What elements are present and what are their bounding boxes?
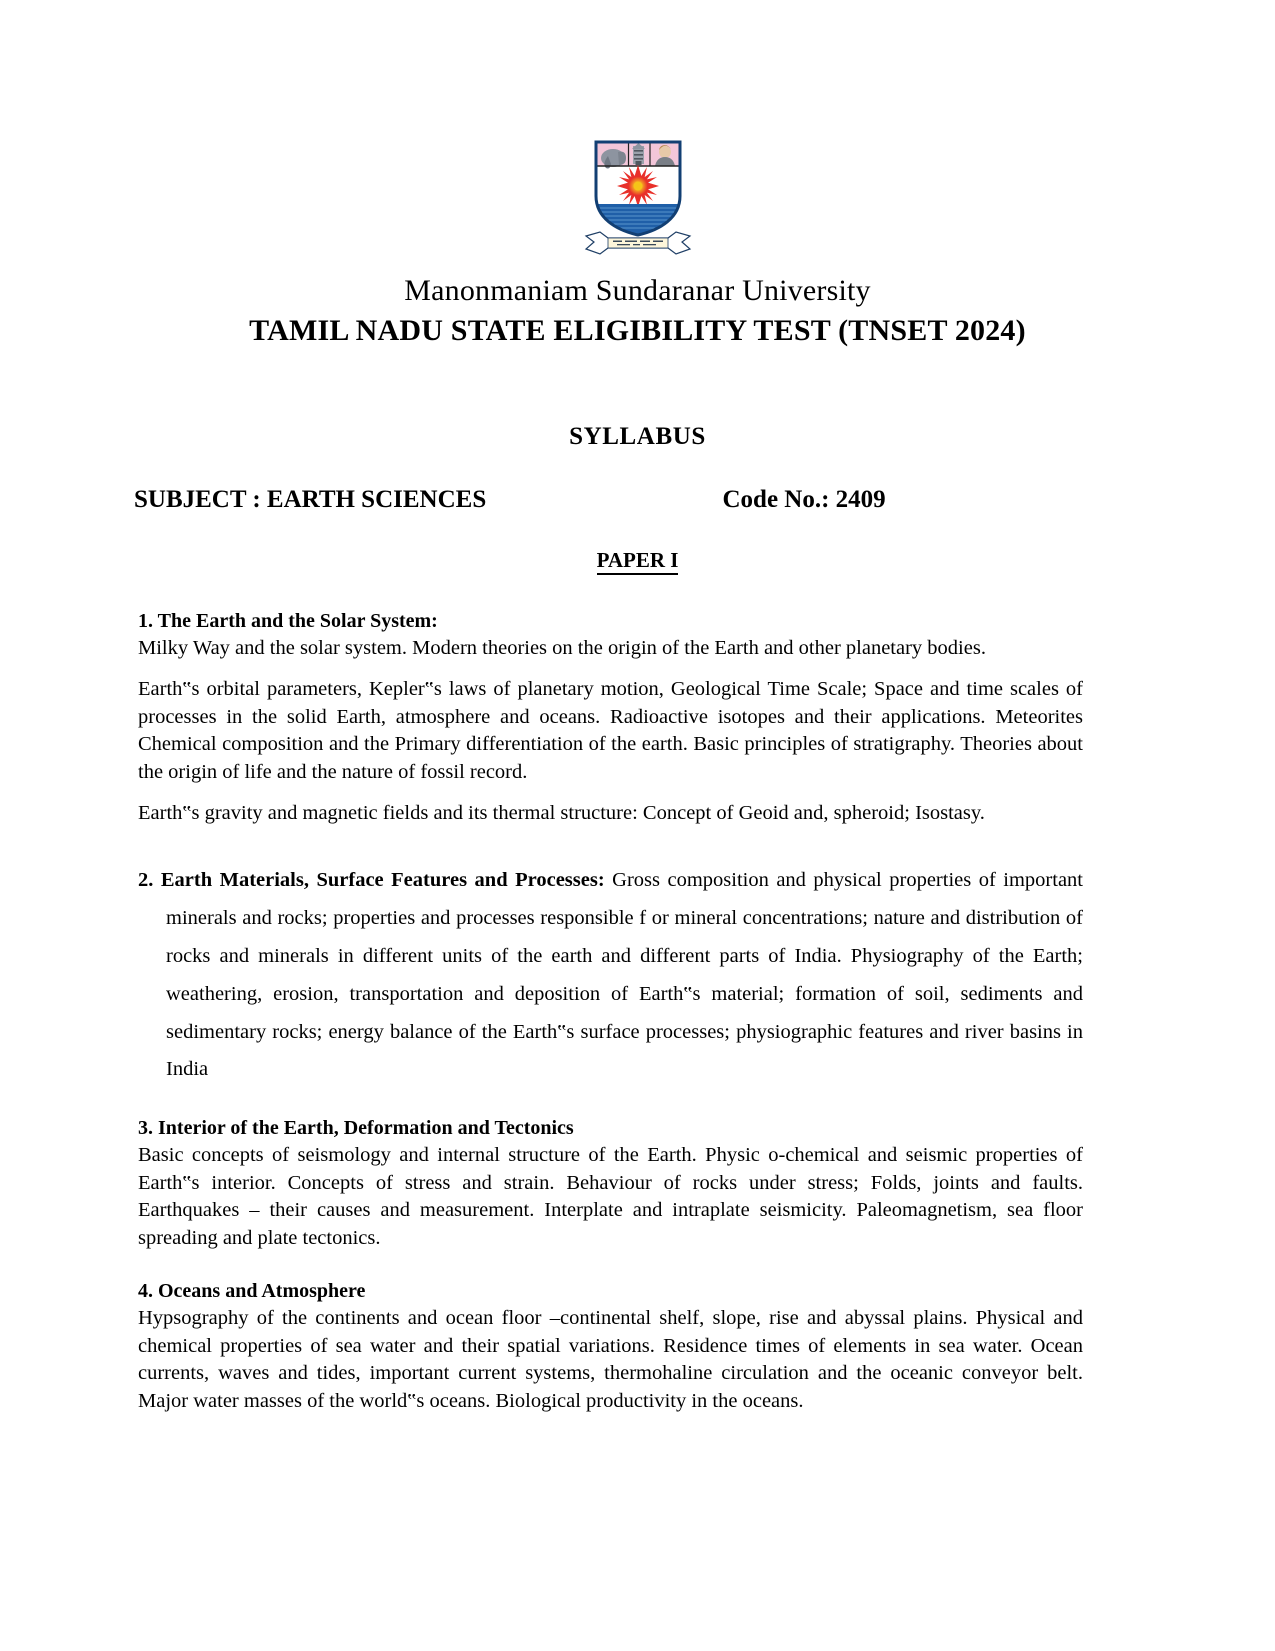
syllabus-heading: SYLLABUS [569, 423, 706, 450]
university-crest-icon [584, 138, 692, 256]
section-1-paragraph-1: Milky Way and the solar system. Modern theories on the origin of the Earth and other planetary bodies. [138, 637, 986, 659]
section-1-paragraph-3: Earth‟s gravity and magnetic fields and its thermal structure: Concept of Geoid and, spheroid; Isostasy. [138, 802, 985, 825]
section-2-paragraph [138, 862, 1083, 1090]
section-2-body-text: Gross composition and physical properties of important minerals and rocks; properties and processes responsible f or mineral concentrations; nature and distribution of rocks and minerals in different units of the earth and different parts of India. Physiography of the Earth; weathering, erosion, transportation and deposition of Earth‟s material; formation of soil, sediments and sedimentary rocks; energy balance of the Earth‟s surface processes; physiographic features and river basins in India [166, 868, 1083, 1081]
section-1 [138, 608, 1083, 828]
syllabus-content [138, 608, 1083, 1415]
subject-and-code-row [134, 486, 1144, 514]
section-4-paragraph-1: Hypsography of the continents and ocean floor –continental shelf, slope, rise and abyssal plains. Physical and chemical properties of sea water and their spatial variations. Residence times of elements in sea water. Ocean currents, waves and tides, important current systems, thermohaline circulation and the oceanic conveyor belt. Major water masses of the world‟s oceans. Biological productivity in the oceans. [138, 1307, 1083, 1412]
subject-code-label: Code No.: 2409 [722, 486, 886, 513]
section-1-heading: 1. The Earth and the Solar System: [138, 610, 438, 632]
section-4 [138, 1278, 1083, 1415]
subject-label: SUBJECT : EARTH SCIENCES [134, 486, 487, 513]
section-2 [138, 862, 1083, 1090]
section-3-heading: 3. Interior of the Earth, Deformation and Tectonics [138, 1117, 574, 1140]
section-1-paragraph-2: Earth‟s orbital parameters, Kepler‟s laws of planetary motion, Geological Time Scale; Space and time scales of processes in the solid Earth, atmosphere and oceans. Radioactive isotopes and their applications. Meteorites Chemical composition and the Primary differentiation of the earth. Basic principles of stratigraphy. Theories about the origin of life and the nature of fossil record. [138, 678, 1083, 783]
exam-title: TAMIL NADU STATE ELIGIBILITY TEST (TNSET 2024) [249, 314, 1026, 347]
section-4-heading: 4. Oceans and Atmosphere [138, 1280, 366, 1303]
university-logo-container [0, 138, 1275, 256]
section-2-heading: 2. Earth Materials, Surface Features and Processes: [138, 868, 605, 891]
section-3 [138, 1115, 1083, 1252]
paper-heading [0, 548, 1275, 573]
section-3-paragraph-1: Basic concepts of seismology and internal structure of the Earth. Physic o-chemical and seismic properties of Earth‟s interior. Concepts of stress and strain. Behaviour of rocks under stress; Folds, joints and faults. Earthquakes – their causes and measurement. Interplate and intraplate seismicity. Paleomagnetism, sea floor spreading and plate tectonics. [138, 1144, 1083, 1249]
university-name: Manonmaniam Sundaranar University [404, 274, 871, 307]
paper-heading-text: PAPER I [597, 548, 679, 575]
